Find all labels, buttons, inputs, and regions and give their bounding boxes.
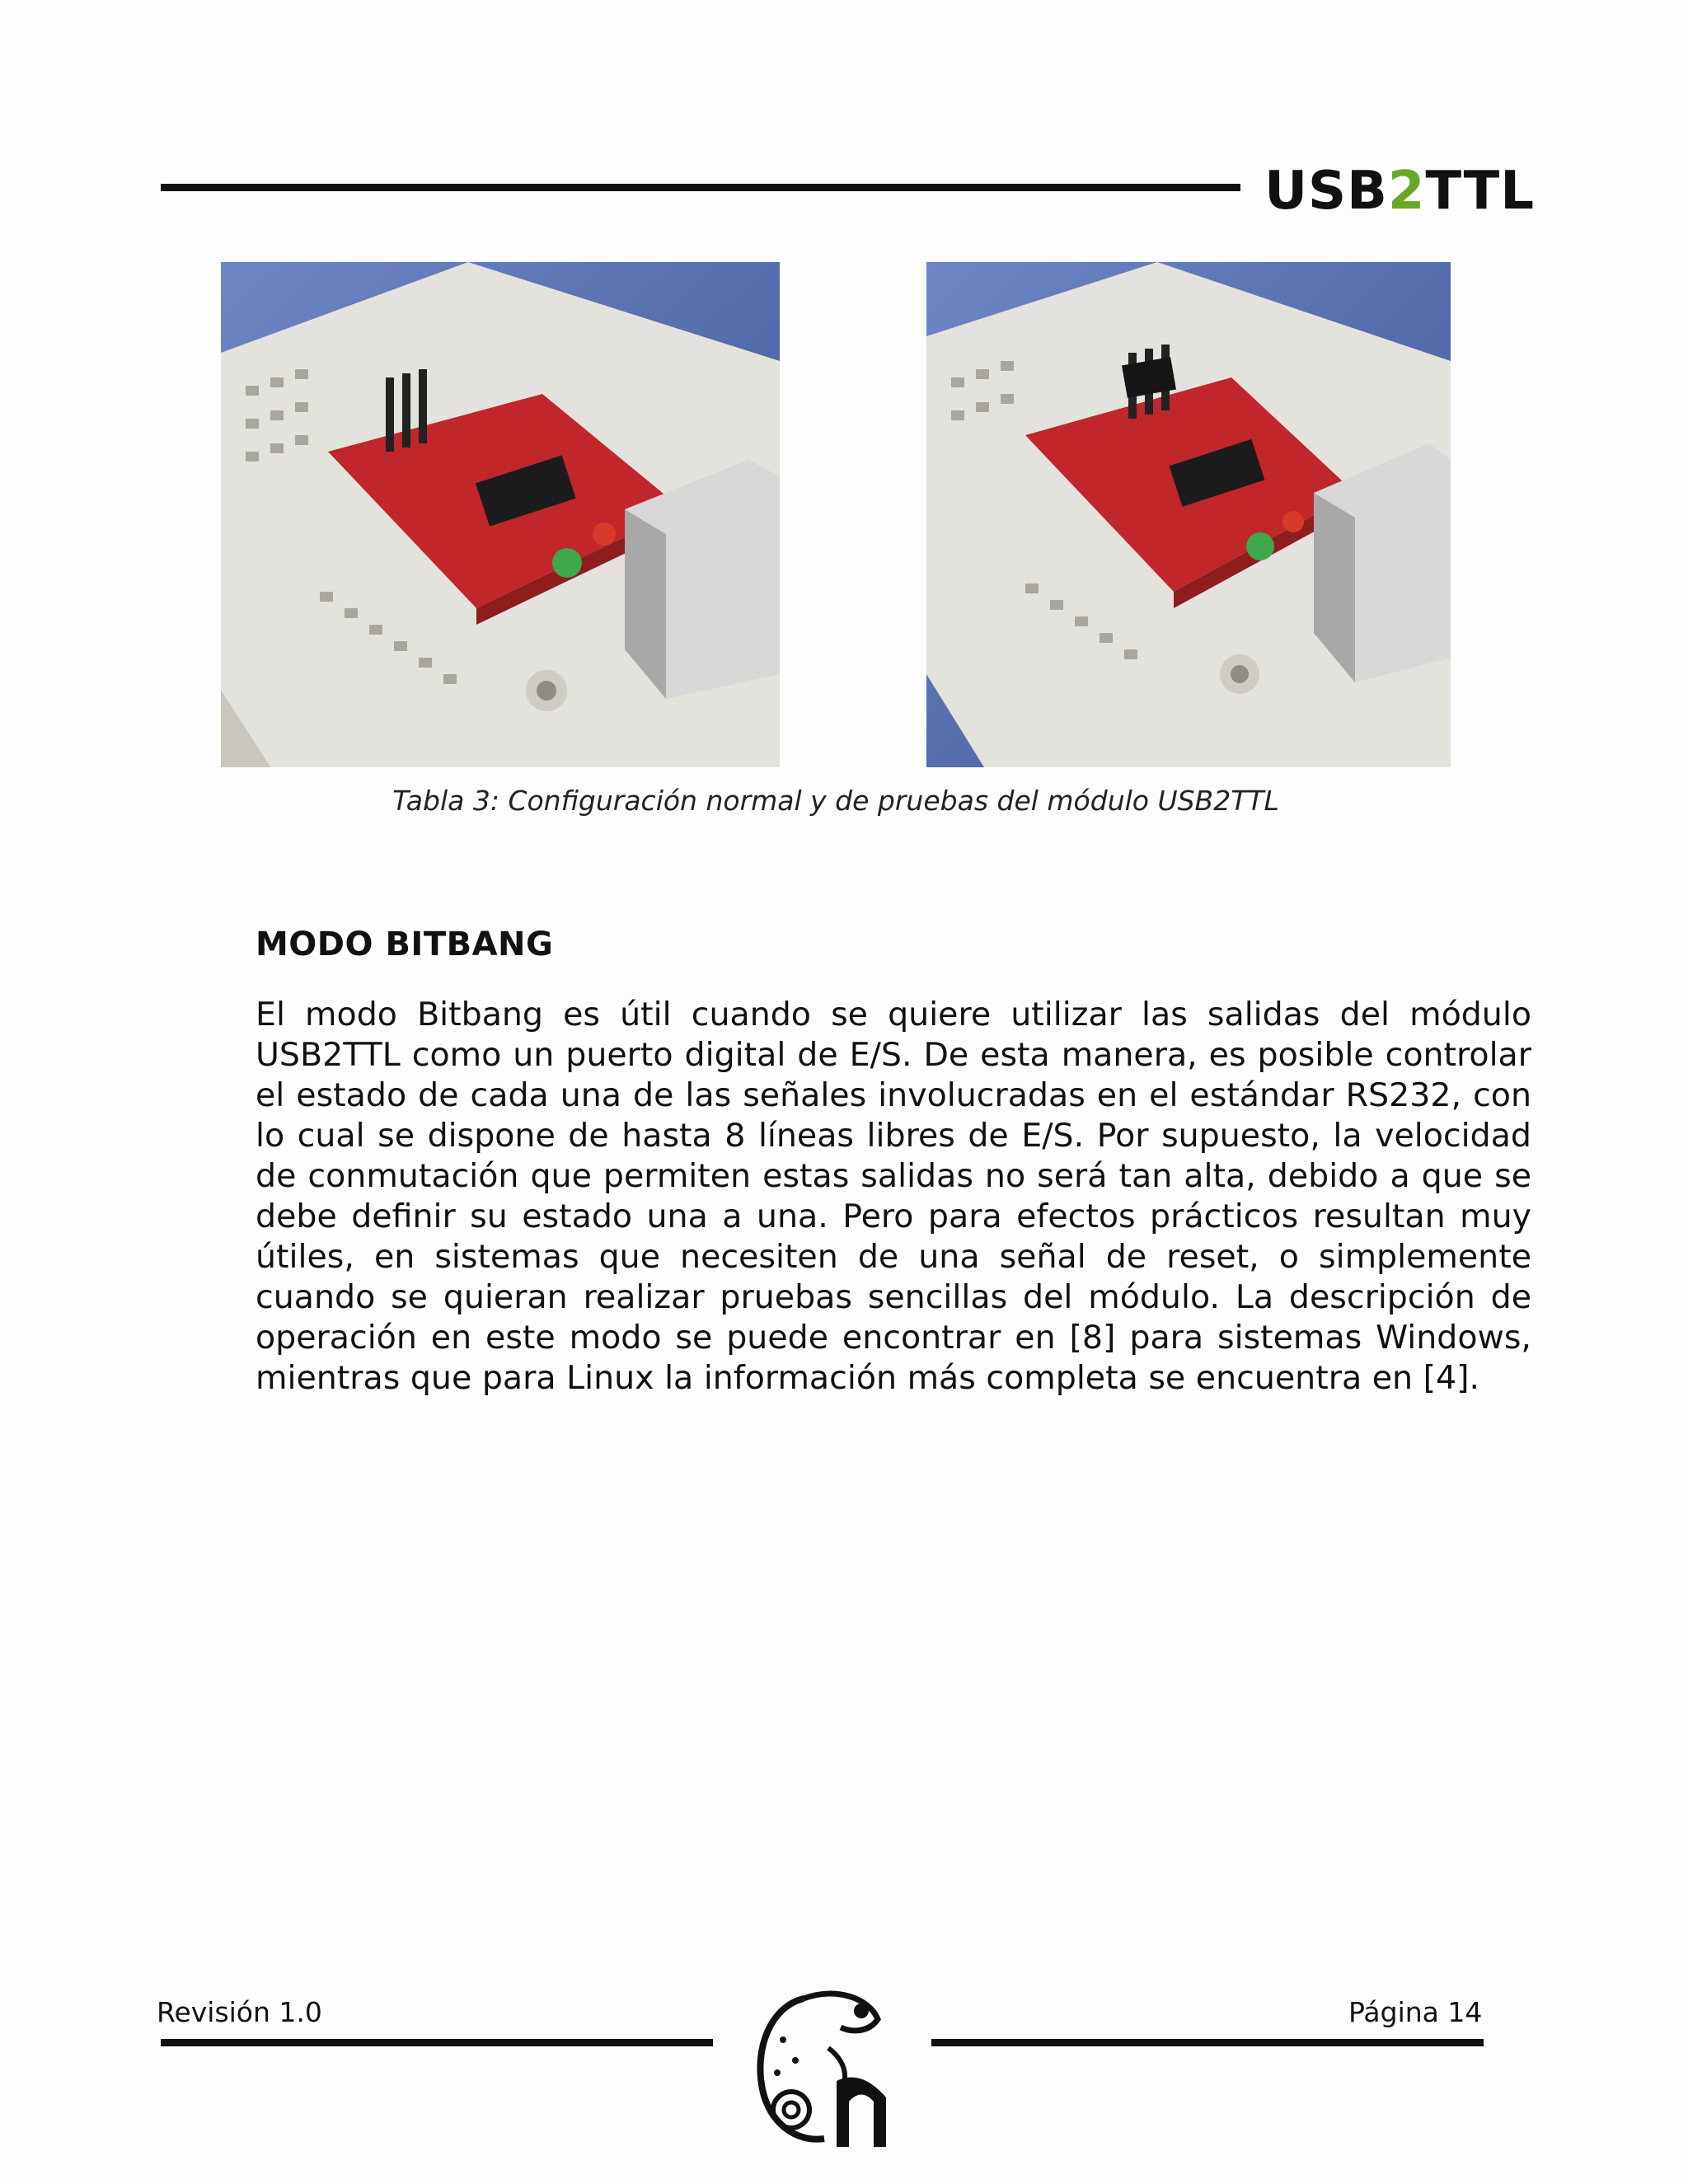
document-title: USB2TTL	[1264, 161, 1535, 222]
footer-page-number: Página 14	[1348, 1996, 1483, 2028]
section-heading: MODO BITBANG	[256, 926, 554, 963]
chameleon-logo-icon	[746, 1982, 903, 2151]
section-body: El modo Bitbang es útil cuando se quiere utilizar las salidas del módulo USB2TTL como un puerto digital de E/S. De esta manera, es posible controlar el estado de cada una de las señales involucradas en el estándar RS232, con lo cual se dispone de hasta 8 líneas libres de E/S. Por supuesto, la velocidad de conmutación que permiten estas salidas no será tan alta, debido a que se debe definir su estado una a una. Pero para efectos prácticos resultan muy útiles, en sistemas que necesiten de una señal de reset, o simplemente cuando se quieran realizar pruebas sencillas del módulo. La descripción de operación en este modo se puede encontrar en [8] para sistemas Windows, mientras que para Linux la información más completa se encuentra en [4].	[256, 996, 1531, 1397]
header-rule	[161, 184, 1240, 191]
figure-caption: Tabla 3: Configuración normal y de pruebas del módulo USB2TTL	[392, 785, 1279, 817]
footer-revision: Revisión 1.0	[157, 1996, 322, 2028]
footer-rule-left	[161, 2039, 713, 2046]
photo-test-config	[926, 262, 1451, 767]
photo-normal-config	[221, 262, 780, 767]
footer-rule-right	[931, 2039, 1484, 2046]
